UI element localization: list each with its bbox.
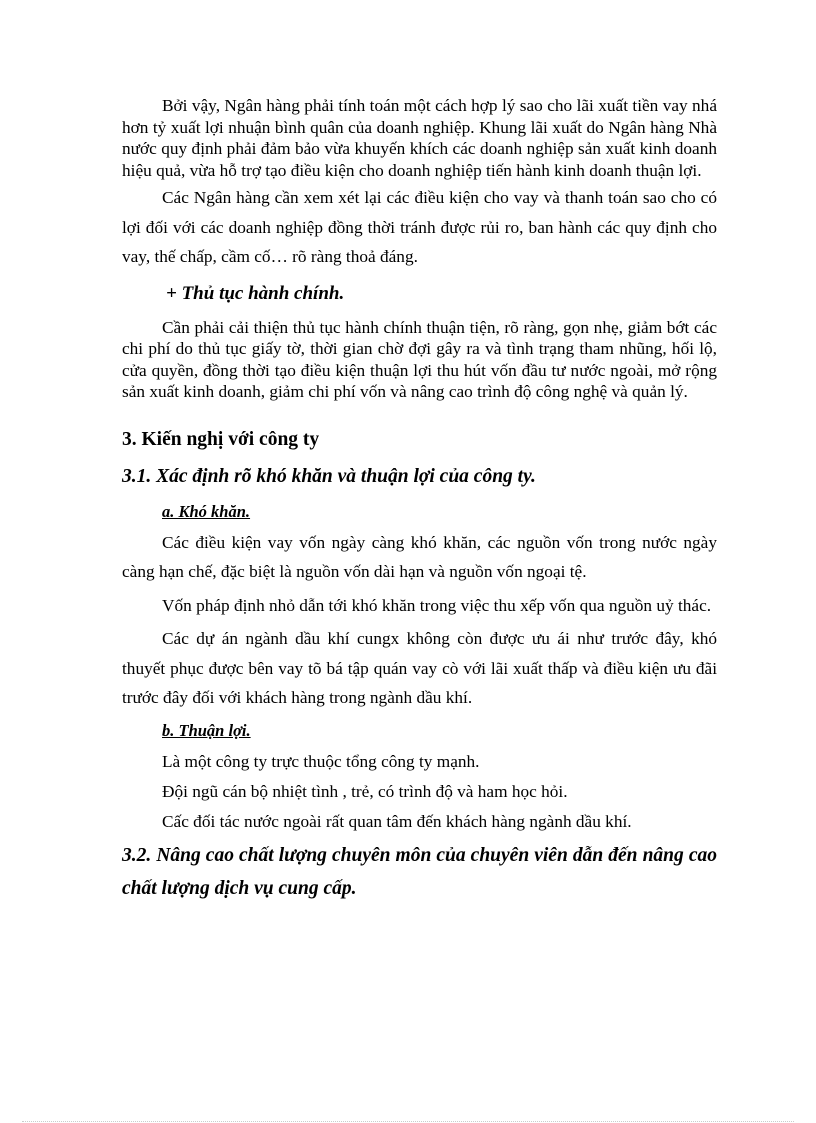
section-heading-3-1: 3.1. Xác định rõ khó khăn và thuận lợi của công ty. (122, 465, 536, 487)
page-bottom-divider (22, 1121, 794, 1122)
advantage-line-2: Đội ngũ cán bộ nhiệt tình , trẻ, có trình độ và ham học hỏi. (162, 782, 568, 802)
subheading-difficulties: a. Khó khăn. (162, 501, 251, 521)
subheading-advantages: b. Thuận lợi. (162, 721, 251, 741)
paragraph-interest-rate: Bởi vậy, Ngân hàng phải tính toán một cách hợp lý sao cho lãi xuất tiền vay nhá hơn tỷ xuất lợi nhuận bình quân của doanh nghiệp. Khung lãi xuất do Ngân hàng Nhà nước quy định phải đảm bảo vừa khuyến khích các doanh nghiệp sản xuất kinh doanh hiệu quả, vừa hỗ trợ tạo điều kiện cho doanh nghiệp tiến hành kinh doanh thuận lợi. (122, 96, 717, 180)
subheading-administrative-procedures: + Thủ tục hành chính. (166, 282, 345, 304)
paragraph-administrative-procedures: Cần phải cải thiện thủ tục hành chính thuận tiện, rõ ràng, gọn nhẹ, giảm bớt các chi phí do thủ tục giấy tờ, thời gian chờ đợi gây ra và tình trạng tham nhũng, hối lộ, cửa quyền, đồng thời tạo điều kiện thuận lợi thu hút vốn đầu tư nước ngoài, mở rộng sản xuất kinh doanh, giảm chi phí vốn và nâng cao trình độ công nghệ và quản lý. (122, 317, 717, 402)
document-body (122, 95, 717, 905)
advantage-line-1: Là một công ty trực thuộc tổng công ty mạnh. (162, 752, 480, 772)
section-heading-company-recommendations: 3. Kiến nghị với công ty (122, 428, 320, 450)
advantage-line-3: Cấc đối tác nước ngoài rất quan tâm đến khách hàng ngành dầu khí. (162, 812, 632, 832)
paragraph-difficulty-legal-capital: Vốn pháp định nhỏ dẫn tới khó khăn trong việc thu xếp vốn qua nguồn uỷ thác. (162, 595, 712, 615)
section-heading-3-2: 3.2. Nâng cao chất lượng chuyên môn của chuyên viên dẫn đến nâng cao chất lượng dịch vụ cung cấp. (122, 845, 717, 900)
paragraph-difficulty-oil-gas: Các dự án ngành dầu khí cungx không còn được ưu ái như trước đây, khó thuyết phục được bên vay tõ bá tập quán vay cò với lãi xuất thấp và điều kiện ưu đãi trước đây đối với khách hàng trong ngành dầu khí. (122, 629, 717, 707)
paragraph-lending-conditions: Các Ngân hàng cần xem xét lại các điều kiện cho vay và thanh toán sao cho có lợi đối với các doanh nghiệp đồng thời tránh được rủi ro, ban hành các quy định cho vay, thế chấp, cầm cố… rõ ràng thoả đáng. (122, 188, 717, 267)
paragraph-difficulty-capital: Các điều kiện vay vốn ngày càng khó khăn, các nguồn vốn trong nước ngày càng hạn chế, đặc biệt là nguồn vốn dài hạn và nguồn vốn ngoại tệ. (122, 532, 717, 582)
